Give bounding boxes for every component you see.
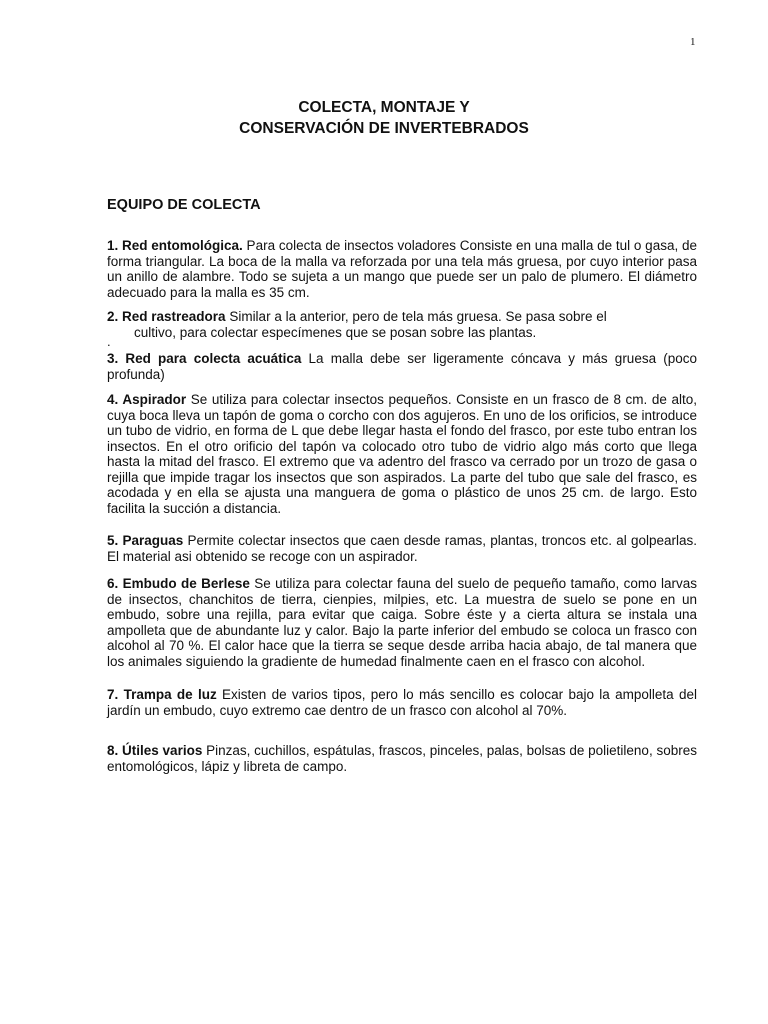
item-lead: 6. Embudo de Berlese <box>107 576 250 591</box>
item-text-continued: cultivo, para colectar especímenes que se posan sobre las plantas. <box>134 324 537 340</box>
item-text: La malla debe ser ligeramente cóncava y más gruesa (poco profunda) <box>107 351 697 382</box>
item-lead: 8. Útiles varios <box>107 743 203 758</box>
page-number: 1 <box>690 36 696 48</box>
item-utiles-varios <box>107 743 697 774</box>
section-heading: EQUIPO DE COLECTA <box>107 197 261 213</box>
page-title <box>0 97 768 139</box>
item-text: Se utiliza para colectar fauna del suelo de pequeño tamaño, como larvas de insectos, chanchitos de tierra, cienpies, milpies, etc. La muestra de suelo se pone en un embudo, sobre una rejilla, para evitar que caiga. Sobre éste y a cierta altura se instala una ampolleta que de abundante luz y calor. Bajo la parte inferior del embudo se coloca un frasco con alcohol al 70 %. El calor hace que la tierra se seque desde arriba hacia abajo, de tal manera que los animales siguiendo la gradiente de humedad finalmente caen en el frasco con alcohol. <box>107 576 697 669</box>
item-lead: 4. Aspirador <box>107 392 187 407</box>
item-text: Pinzas, cuchillos, espátulas, frascos, pinceles, palas, bolsas de polietileno, sobres entomológicos, lápiz y libreta de campo. <box>107 743 697 774</box>
item-lead: 5. Paraguas <box>107 533 184 548</box>
item-lead: 3. Red para colecta acuática <box>107 351 302 366</box>
item-lead: 2. Red rastreadora <box>107 309 226 324</box>
item-text: Para colecta de insectos voladores Consiste en una malla de tul o gasa, de forma triangular. La boca de la malla va reforzada por una tela más gruesa, por cuyo interior pasa un anillo de alambre. Todo se sujeta a un mango que puede ser un palo de plumero. El diámetro adecuado para la malla es 35 cm. <box>107 238 697 300</box>
item-lead: 7. Trampa de luz <box>107 687 217 702</box>
item-text: Existen de varios tipos, pero lo más sencillo es colocar bajo la ampolleta del jardín un embudo, cuyo extremo cae dentro de un frasco con alcohol al 70%. <box>107 687 697 718</box>
item-red-acuatica <box>107 351 697 382</box>
stray-mark: . <box>107 334 111 349</box>
title-line-1: COLECTA, MONTAJE Y <box>298 99 470 116</box>
item-text: Permite colectar insectos que caen desde ramas, plantas, troncos etc. al golpearlas. El material asi obtenido se recoge con un aspirador. <box>107 533 697 564</box>
item-embudo-berlese <box>107 576 697 669</box>
title-line-2: CONSERVACIÓN DE INVERTEBRADOS <box>239 120 529 137</box>
item-paraguas <box>107 533 697 564</box>
item-lead: 1. Red entomológica. <box>107 238 243 253</box>
item-trampa-luz <box>107 687 697 718</box>
item-red-rastreadora <box>107 309 697 340</box>
item-text: Se utiliza para colectar insectos pequeños. Consiste en un frasco de 8 cm. de alto, cuya boca lleva un tapón de goma o corcho con dos agujeros. En uno de los orificios, se introduce un tubo de vidrio, en forma de L que debe llegar hasta el fondo del frasco, por este tubo entran los insectos. En el otro orificio del tapón va colocado otro tubo de vidrio algo más corto que llega hasta la mitad del frasco. El extremo que va adentro del frasco va cerrado por un trozo de gasa o rejilla que impide tragar los insectos que son aspirados. La parte del tubo que sale del frasco, es acodada y en ella se ajusta una manguera de goma o plástico de unos 25 cm. de largo. Esto facilita la succión a distancia. <box>107 392 698 516</box>
item-red-entomologica <box>107 238 697 300</box>
item-text: Similar a la anterior, pero de tela más gruesa. Se pasa sobre el <box>225 309 607 324</box>
item-aspirador <box>107 392 697 516</box>
